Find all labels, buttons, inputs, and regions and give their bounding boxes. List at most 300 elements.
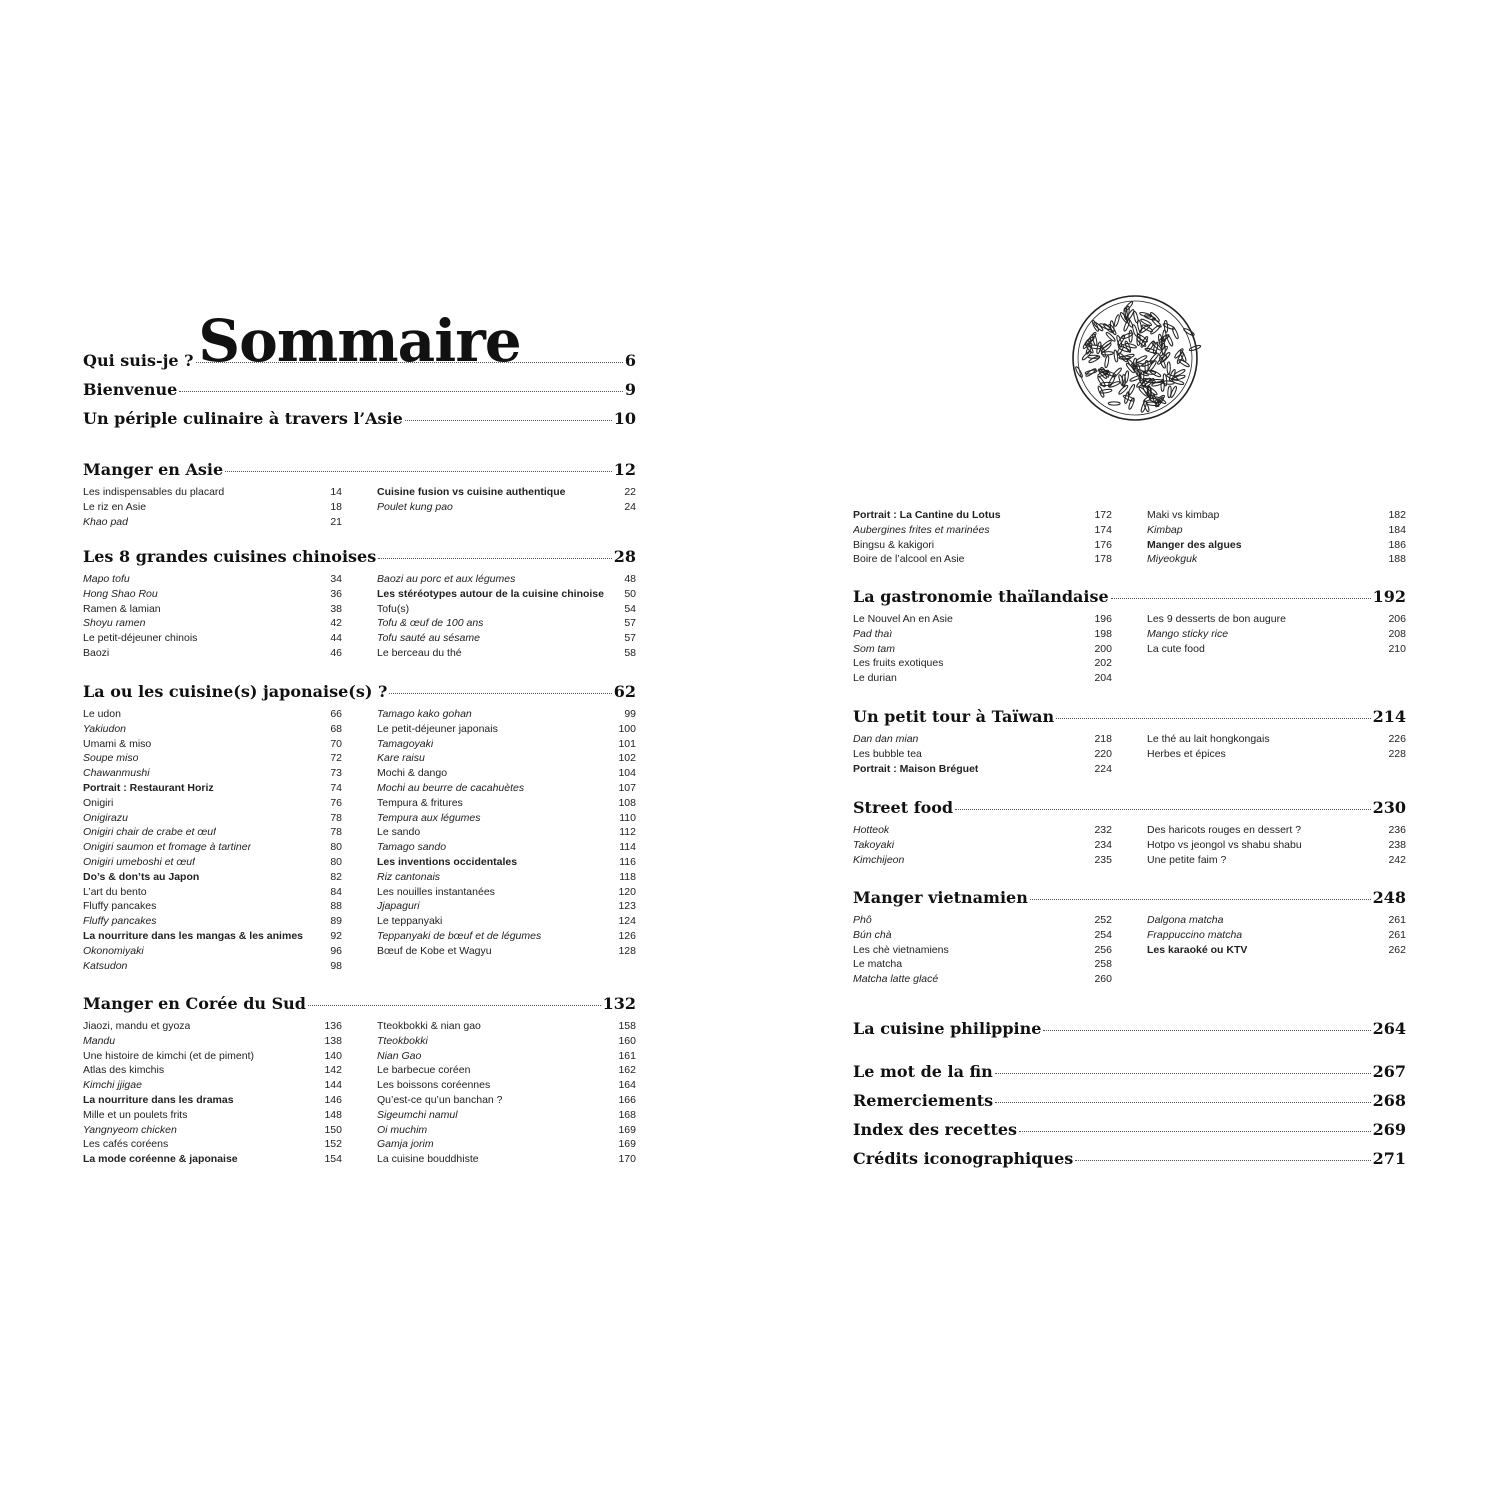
toc-item-page: 261 xyxy=(1388,914,1406,926)
toc-item-label: Miyeokguk xyxy=(1147,553,1198,566)
toc-section-vietnamien xyxy=(853,888,1406,988)
toc-item-page: 182 xyxy=(1388,509,1406,521)
toc-item-page: 242 xyxy=(1388,853,1406,866)
toc-column-right xyxy=(1147,824,1406,868)
toc-item[interactable] xyxy=(83,647,342,662)
toc-item[interactable] xyxy=(853,613,1112,628)
toc-entry-mot-de-la-fin[interactable] xyxy=(853,1062,1406,1088)
toc-item[interactable] xyxy=(377,812,636,827)
toc-item[interactable] xyxy=(83,1035,342,1050)
toc-item[interactable] xyxy=(377,1124,636,1139)
toc-item-label: Takoyaki xyxy=(853,838,895,851)
toc-item[interactable] xyxy=(377,573,636,588)
section-title: La gastronomie thaïlandaise xyxy=(853,587,1109,606)
toc-entry-label: Bienvenue xyxy=(83,380,178,399)
toc-entry-bienvenue[interactable] xyxy=(83,380,636,406)
toc-item-label: Les bubble tea xyxy=(853,747,922,760)
toc-item-label: Les stéréotypes autour de la cuisine chinoise xyxy=(377,587,604,600)
toc-item[interactable] xyxy=(853,839,1112,854)
toc-item[interactable] xyxy=(1147,628,1406,643)
toc-item-page: 74 xyxy=(330,781,342,794)
toc-item-page: 18 xyxy=(330,500,342,513)
toc-item-page: 208 xyxy=(1388,627,1406,640)
toc-item-page: 14 xyxy=(330,486,342,498)
toc-item-label: Oi muchim xyxy=(377,1123,428,1136)
toc-item[interactable] xyxy=(83,871,342,886)
section-page: 248 xyxy=(1372,888,1406,907)
toc-item[interactable] xyxy=(83,915,342,930)
toc-item[interactable] xyxy=(83,1109,342,1124)
toc-item-page: 57 xyxy=(624,617,636,630)
toc-item[interactable] xyxy=(1147,944,1406,959)
toc-entry-philippine[interactable] xyxy=(853,1019,1406,1045)
toc-item-page: 48 xyxy=(624,573,636,585)
toc-item[interactable] xyxy=(377,915,636,930)
toc-item-label: Tamago sando xyxy=(377,841,447,854)
toc-section-coree-du-sud xyxy=(83,994,636,1168)
dot-leader xyxy=(1111,598,1371,599)
toc-item[interactable] xyxy=(377,501,636,516)
toc-item[interactable] xyxy=(83,1079,342,1094)
toc-item[interactable] xyxy=(83,841,342,856)
toc-item[interactable] xyxy=(377,1094,636,1109)
toc-item[interactable] xyxy=(377,752,636,767)
toc-item-page: 224 xyxy=(1094,762,1112,775)
toc-item-label: Mochi & dango xyxy=(377,767,448,780)
toc-item[interactable] xyxy=(377,1153,636,1168)
toc-item[interactable] xyxy=(853,553,1112,568)
toc-item-label: Le petit-déjeuner japonais xyxy=(377,722,498,735)
toc-item-page: 46 xyxy=(330,646,342,659)
toc-item-page: 80 xyxy=(330,841,342,854)
toc-item[interactable] xyxy=(853,914,1112,929)
toc-item-page: 82 xyxy=(330,870,342,883)
toc-item-label: Tamagoyaki xyxy=(377,737,434,750)
toc-item-label: Bún chà xyxy=(853,928,892,941)
toc-item-label: Som tam xyxy=(853,642,896,655)
rice-grain xyxy=(1088,355,1100,358)
toc-item-page: 107 xyxy=(618,781,636,794)
toc-item-label: Portrait : La Cantine du Lotus xyxy=(853,509,1001,521)
toc-item[interactable] xyxy=(377,945,636,960)
toc-column-right xyxy=(377,486,636,530)
toc-item[interactable] xyxy=(377,841,636,856)
toc-item-page: 260 xyxy=(1094,973,1112,986)
toc-item-page: 120 xyxy=(618,885,636,898)
toc-item-label: Tempura & fritures xyxy=(377,796,463,809)
toc-item-page: 235 xyxy=(1094,853,1112,866)
rice-grain xyxy=(1108,402,1120,405)
toc-item-page: 21 xyxy=(330,515,342,528)
toc-item-page: 99 xyxy=(624,708,636,720)
toc-item[interactable] xyxy=(83,617,342,632)
rice-grain xyxy=(1124,391,1130,403)
toc-item-label: Le thé au lait hongkongais xyxy=(1147,733,1270,745)
toc-item-label: Jjapaguri xyxy=(377,900,420,913)
toc-item[interactable] xyxy=(853,854,1112,869)
toc-item[interactable] xyxy=(83,752,342,767)
toc-item-page: 34 xyxy=(330,573,342,585)
toc-column-left xyxy=(83,708,342,974)
toc-item-label: Le udon xyxy=(83,708,121,720)
dot-leader xyxy=(1056,718,1370,719)
toc-item-label: Umami & miso xyxy=(83,737,152,750)
toc-item[interactable] xyxy=(1147,914,1406,929)
toc-item-page: 196 xyxy=(1094,613,1112,625)
toc-item[interactable] xyxy=(83,738,342,753)
dot-leader xyxy=(378,558,612,559)
toc-column-left xyxy=(83,1020,342,1168)
toc-item[interactable] xyxy=(83,1153,342,1168)
toc-item[interactable] xyxy=(1147,824,1406,839)
toc-item[interactable] xyxy=(83,632,342,647)
toc-entry-index[interactable] xyxy=(853,1120,1406,1146)
toc-item[interactable] xyxy=(83,1050,342,1065)
toc-item-label: Mandu xyxy=(83,1034,116,1047)
toc-item-page: 116 xyxy=(619,855,636,868)
toc-item-label: Khao pad xyxy=(83,515,128,528)
rice-grain xyxy=(1140,401,1147,413)
toc-item[interactable] xyxy=(1147,509,1406,524)
toc-item[interactable] xyxy=(377,1050,636,1065)
dot-leader xyxy=(389,693,611,694)
toc-item-label: Mochi au beurre de cacahuètes xyxy=(377,781,525,794)
toc-item-page: 184 xyxy=(1388,523,1406,536)
toc-item[interactable] xyxy=(83,501,342,516)
toc-item-page: 38 xyxy=(330,602,342,615)
toc-item[interactable] xyxy=(377,1079,636,1094)
toc-item[interactable] xyxy=(377,647,636,662)
toc-item[interactable] xyxy=(1147,539,1406,554)
toc-item-label: Hotpo vs jeongol vs shabu shabu xyxy=(1147,838,1302,851)
toc-item[interactable] xyxy=(853,672,1112,687)
toc-continued-coree xyxy=(853,509,1406,568)
toc-column-right xyxy=(1147,733,1406,777)
toc-item-page: 92 xyxy=(330,929,342,942)
toc-item-page: 112 xyxy=(619,826,636,839)
toc-column-left xyxy=(853,733,1112,777)
toc-item-label: Baozi au porc et aux légumes xyxy=(377,573,516,585)
toc-item-label: Katsudon xyxy=(83,959,128,972)
toc-entry-page: 6 xyxy=(624,351,636,370)
dot-leader xyxy=(1075,1160,1370,1161)
toc-item-page: 158 xyxy=(618,1020,636,1032)
toc-item-page: 72 xyxy=(330,752,342,765)
section-heading[interactable] xyxy=(83,460,636,486)
toc-entry-page: 267 xyxy=(1372,1062,1406,1081)
toc-entry-label: Crédits iconographiques xyxy=(853,1149,1074,1168)
toc-item-page: 170 xyxy=(618,1153,636,1166)
section-page: 62 xyxy=(613,682,636,701)
toc-item-label: Les fruits exotiques xyxy=(853,657,944,670)
toc-item[interactable] xyxy=(83,1094,342,1109)
toc-item-label: Atlas des kimchis xyxy=(83,1064,165,1077)
toc-item-page: 89 xyxy=(330,915,342,928)
toc-item-page: 118 xyxy=(619,870,636,883)
dot-leader xyxy=(1019,1131,1371,1132)
rice-grain xyxy=(1158,334,1163,346)
toc-item[interactable] xyxy=(377,930,636,945)
section-heading[interactable] xyxy=(853,888,1406,914)
section-heading[interactable] xyxy=(853,707,1406,733)
toc-item[interactable] xyxy=(83,930,342,945)
toc-item-label: Le matcha xyxy=(853,958,903,971)
toc-item[interactable] xyxy=(83,767,342,782)
toc-item-page: 57 xyxy=(624,632,636,645)
toc-item[interactable] xyxy=(83,812,342,827)
section-heading[interactable] xyxy=(853,798,1406,824)
toc-item-page: 58 xyxy=(624,646,636,659)
toc-entry-label: Un périple culinaire à travers l’Asie xyxy=(83,409,403,428)
toc-item-page: 104 xyxy=(618,767,636,780)
toc-item-label: La mode coréenne & japonaise xyxy=(83,1153,238,1166)
rice-grain xyxy=(1088,355,1100,363)
toc-item[interactable] xyxy=(1147,748,1406,763)
toc-item[interactable] xyxy=(1147,733,1406,748)
toc-section-street-food xyxy=(853,798,1406,868)
toc-item[interactable] xyxy=(377,856,636,871)
toc-entry-credits[interactable] xyxy=(853,1149,1406,1175)
toc-item-page: 200 xyxy=(1094,642,1112,655)
toc-item[interactable] xyxy=(853,763,1112,778)
dot-leader xyxy=(955,809,1370,810)
toc-item[interactable] xyxy=(1147,854,1406,869)
toc-item[interactable] xyxy=(377,826,636,841)
toc-item-page: 161 xyxy=(618,1049,636,1062)
toc-item-page: 73 xyxy=(330,767,342,780)
toc-item[interactable] xyxy=(83,1020,342,1035)
toc-item[interactable] xyxy=(83,516,342,531)
toc-item-page: 202 xyxy=(1094,657,1112,670)
toc-item[interactable] xyxy=(853,657,1112,672)
toc-item-page: 150 xyxy=(324,1123,342,1136)
toc-item[interactable] xyxy=(377,723,636,738)
toc-item[interactable] xyxy=(377,1035,636,1050)
toc-item[interactable] xyxy=(853,748,1112,763)
toc-item[interactable] xyxy=(377,1109,636,1124)
toc-item[interactable] xyxy=(83,856,342,871)
toc-item[interactable] xyxy=(853,539,1112,554)
toc-item[interactable] xyxy=(377,486,636,501)
toc-item[interactable] xyxy=(83,708,342,723)
toc-item-label: Hong Shao Rou xyxy=(83,587,158,600)
section-heading[interactable] xyxy=(83,682,636,708)
toc-item-page: 128 xyxy=(618,944,636,957)
toc-item[interactable] xyxy=(853,509,1112,524)
toc-item[interactable] xyxy=(853,524,1112,539)
toc-item-page: 126 xyxy=(618,929,636,942)
toc-item-label: Yakiudon xyxy=(83,722,127,735)
toc-item-page: 198 xyxy=(1094,627,1112,640)
toc-item-page: 164 xyxy=(618,1079,636,1092)
toc-item-label: Kimchijeon xyxy=(853,853,905,866)
toc-item-label: Nian Gao xyxy=(377,1049,422,1062)
toc-item-label: Une histoire de kimchi (et de piment) xyxy=(83,1049,254,1062)
toc-item-page: 78 xyxy=(330,811,342,824)
toc-item-page: 102 xyxy=(618,752,636,765)
toc-column-right xyxy=(1147,509,1406,568)
toc-item-label: La nourriture dans les mangas & les animes xyxy=(83,929,303,942)
toc-item[interactable] xyxy=(377,708,636,723)
toc-item-label: Onigiri chair de crabe et œuf xyxy=(83,826,217,839)
toc-section-thailandaise xyxy=(853,587,1406,687)
toc-column-right xyxy=(377,573,636,662)
toc-item[interactable] xyxy=(1147,524,1406,539)
toc-item-label: Kimchi jjigae xyxy=(83,1079,142,1092)
toc-item-label: Herbes et épices xyxy=(1147,747,1226,760)
toc-item[interactable] xyxy=(83,1124,342,1139)
toc-item-page: 50 xyxy=(624,587,636,600)
page-title: Sommaire xyxy=(198,306,521,375)
toc-item-page: 258 xyxy=(1094,958,1112,971)
toc-item[interactable] xyxy=(83,1064,342,1079)
toc-item-label: Les indispensables du placard xyxy=(83,486,225,498)
toc-item-label: Le berceau du thé xyxy=(377,646,462,659)
toc-item-label: Les boissons coréennes xyxy=(377,1079,491,1092)
toc-item[interactable] xyxy=(83,900,342,915)
section-title: Un petit tour à Taïwan xyxy=(853,707,1055,726)
toc-item[interactable] xyxy=(377,588,636,603)
toc-item[interactable] xyxy=(83,960,342,975)
toc-item-label: Onigiri xyxy=(83,796,114,809)
toc-item-label: Le barbecue coréen xyxy=(377,1064,471,1077)
section-heading[interactable] xyxy=(853,587,1406,613)
toc-item-label: Les karaoké ou KTV xyxy=(1147,943,1248,956)
toc-item-page: 226 xyxy=(1388,733,1406,745)
toc-item-label: Bœuf de Kobe et Wagyu xyxy=(377,944,492,957)
toc-item[interactable] xyxy=(853,929,1112,944)
toc-entry-page: 269 xyxy=(1372,1120,1406,1139)
toc-item-label: Maki vs kimbap xyxy=(1147,509,1220,521)
toc-item-page: 236 xyxy=(1388,824,1406,836)
dot-leader xyxy=(405,420,612,421)
toc-item[interactable] xyxy=(83,797,342,812)
toc-item[interactable] xyxy=(377,738,636,753)
toc-item-page: 218 xyxy=(1094,733,1112,745)
toc-item-page: 140 xyxy=(324,1049,342,1062)
toc-item[interactable] xyxy=(83,945,342,960)
toc-item-page: 238 xyxy=(1388,838,1406,851)
toc-item-page: 96 xyxy=(330,944,342,957)
toc-item-page: 254 xyxy=(1094,928,1112,941)
toc-item[interactable] xyxy=(377,1138,636,1153)
toc-item-page: 168 xyxy=(618,1108,636,1121)
toc-item-page: 101 xyxy=(618,737,636,750)
toc-item[interactable] xyxy=(377,871,636,886)
toc-item[interactable] xyxy=(853,628,1112,643)
toc-item-label: Hotteok xyxy=(853,824,890,836)
toc-item-page: 146 xyxy=(324,1093,342,1106)
toc-item[interactable] xyxy=(377,632,636,647)
toc-item[interactable] xyxy=(83,723,342,738)
toc-item[interactable] xyxy=(83,573,342,588)
section-heading[interactable] xyxy=(83,547,636,573)
dot-leader xyxy=(196,362,623,363)
toc-item-label: Cuisine fusion vs cuisine authentique xyxy=(377,486,566,498)
toc-item[interactable] xyxy=(83,886,342,901)
rice-grain xyxy=(1124,371,1129,383)
rice-grain xyxy=(1178,359,1190,368)
toc-item[interactable] xyxy=(377,1064,636,1079)
toc-item-label: Mapo tofu xyxy=(83,573,130,585)
toc-item-label: Des haricots rouges en dessert ? xyxy=(1147,824,1302,836)
toc-item-label: Mille et un poulets frits xyxy=(83,1108,188,1121)
toc-item-page: 88 xyxy=(330,900,342,913)
toc-item-label: Tteokbokki & nian gao xyxy=(377,1020,481,1032)
toc-item-page: 98 xyxy=(330,959,342,972)
toc-item-label: Le Nouvel An en Asie xyxy=(853,613,953,625)
section-heading[interactable] xyxy=(83,994,636,1020)
toc-item[interactable] xyxy=(377,1020,636,1035)
toc-item[interactable] xyxy=(377,886,636,901)
toc-item-label: Manger des algues xyxy=(1147,538,1242,551)
toc-item[interactable] xyxy=(83,1138,342,1153)
toc-item-page: 36 xyxy=(330,587,342,600)
toc-item-label: Les chè vietnamiens xyxy=(853,943,949,956)
toc-item-label: Dan dan mian xyxy=(853,733,919,745)
toc-item-label: Gamja jorim xyxy=(377,1138,434,1151)
toc-item[interactable] xyxy=(377,797,636,812)
toc-item[interactable] xyxy=(1147,643,1406,658)
toc-entry-periple[interactable] xyxy=(83,409,636,435)
rice-grain xyxy=(1104,356,1109,368)
toc-entry-qui-suis-je[interactable] xyxy=(83,351,636,377)
rice-grain xyxy=(1101,339,1112,349)
toc-item[interactable] xyxy=(1147,839,1406,854)
toc-entry-label: Index des recettes xyxy=(853,1120,1018,1139)
toc-item-label: Les inventions occidentales xyxy=(377,855,518,868)
toc-item-label: Le sando xyxy=(377,826,421,839)
toc-item-label: Portrait : Restaurant Horiz xyxy=(83,781,214,794)
toc-item[interactable] xyxy=(83,826,342,841)
toc-item-label: Matcha latte glacé xyxy=(853,973,939,986)
toc-item[interactable] xyxy=(83,486,342,501)
toc-item-label: Tempura aux légumes xyxy=(377,811,481,824)
toc-item[interactable] xyxy=(83,603,342,618)
toc-item[interactable] xyxy=(377,767,636,782)
toc-item[interactable] xyxy=(377,782,636,797)
toc-item[interactable] xyxy=(83,782,342,797)
toc-item[interactable] xyxy=(83,588,342,603)
toc-item[interactable] xyxy=(853,958,1112,973)
toc-item-label: Le teppanyaki xyxy=(377,915,443,928)
toc-item[interactable] xyxy=(377,617,636,632)
section-page: 12 xyxy=(613,460,636,479)
section-page: 28 xyxy=(613,547,636,566)
toc-item[interactable] xyxy=(853,973,1112,988)
toc-item-label: Baozi xyxy=(83,646,110,659)
toc-item-page: 54 xyxy=(624,602,636,615)
toc-item[interactable] xyxy=(1147,613,1406,628)
toc-item-page: 261 xyxy=(1388,928,1406,941)
toc-item[interactable] xyxy=(1147,929,1406,944)
toc-item[interactable] xyxy=(853,733,1112,748)
toc-item[interactable] xyxy=(377,900,636,915)
toc-column-left xyxy=(83,486,342,530)
toc-entry-page: 9 xyxy=(624,380,636,399)
toc-entry-remerciements[interactable] xyxy=(853,1091,1406,1117)
rice-grain xyxy=(1167,362,1170,374)
toc-item[interactable] xyxy=(853,824,1112,839)
toc-item-label: Kare raisu xyxy=(377,752,425,765)
toc-item-page: 68 xyxy=(330,722,342,735)
toc-item[interactable] xyxy=(853,643,1112,658)
toc-item[interactable] xyxy=(1147,553,1406,568)
toc-item[interactable] xyxy=(377,603,636,618)
toc-item-page: 252 xyxy=(1094,914,1112,926)
toc-item-page: 114 xyxy=(619,841,636,854)
toc-item[interactable] xyxy=(853,944,1112,959)
